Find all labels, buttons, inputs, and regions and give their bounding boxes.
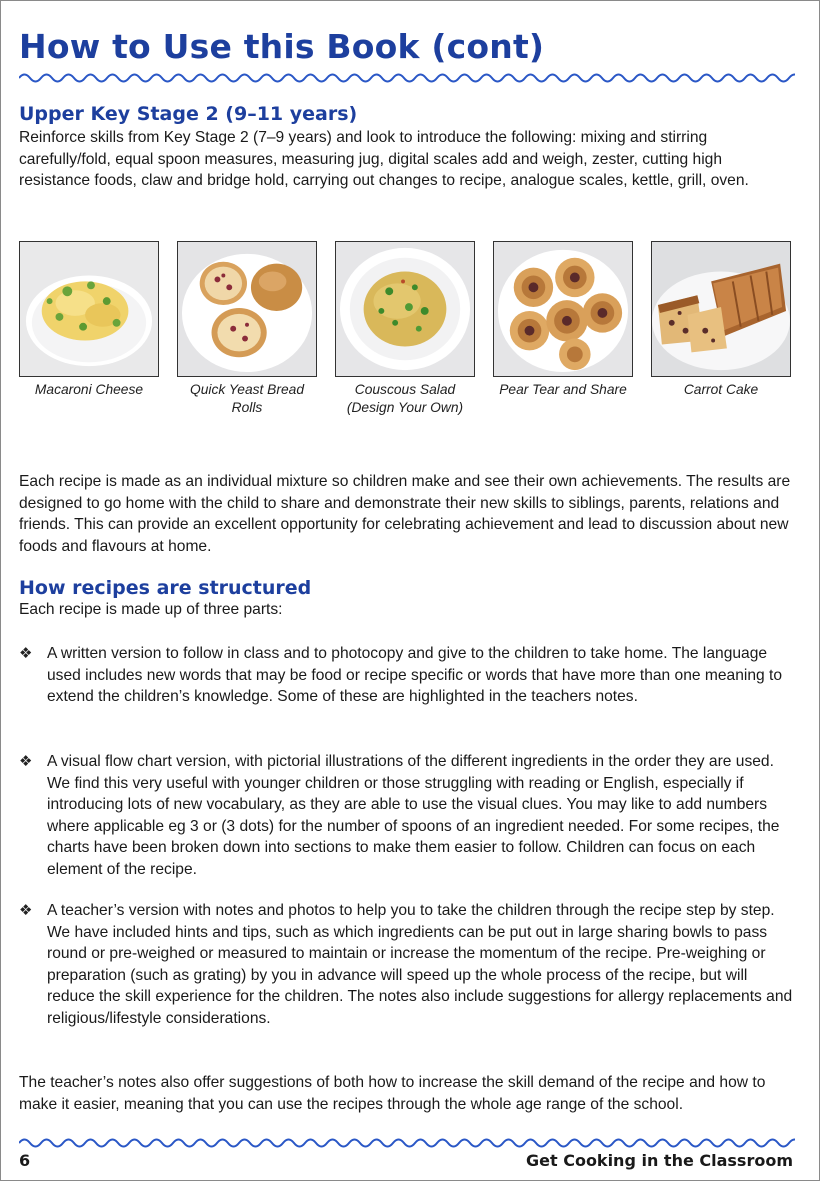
recipe-photo-card	[177, 241, 317, 417]
photo-caption: Macaroni Cheese	[34, 382, 144, 397]
wavy-divider-top	[19, 72, 795, 84]
upper-ks2-body: Reinforce skills from Key Stage 2 (7–9 years) and look to introduce the following: mixing and stirring carefully/fold, equal spoon measures, measuring jug, digital scales add and weigh, zester, cutting high resistance foods, claw and bridge hold, carrying out changes to recipe, analogue scales, kettle, grill, oven.	[19, 129, 749, 189]
carrot-cake-photo	[651, 241, 791, 377]
bullet-visual-flow-chart: A visual flow chart version, with pictorial illustrations of the different ingredients in the order they are used. We find this very useful with younger children or those struggling with reading or English, especially if introducing lots of new vocabulary, as they are able to use the visual clues. You may like to add numbers where applicable eg 3 or (3 dots) for the number of spoons of an ingredient needed. For some recipes, the charts have been broken down into sections to make them easier to follow. Children can focus on each element of the recipe.	[47, 753, 780, 878]
intro-paragraph: Each recipe is made as an individual mixture so children make and see their own achievements. The results are designed to go home with the child to share and demonstrate their new skills to siblings, parents, relations and friends. This can provide an excellent opportunity for celebrating achievement and lead to discussion about new foods and flavours at home.	[19, 473, 791, 555]
recipe-photo-card	[493, 241, 633, 399]
pear-tear-and-share-photo	[493, 241, 633, 377]
recipe-photo-card	[19, 241, 159, 399]
recipe-photo-card	[651, 241, 791, 399]
list-item	[19, 900, 797, 1029]
photo-caption: Carrot Cake	[683, 382, 759, 397]
bullet-diamond-icon: ❖	[19, 753, 33, 770]
closing-paragraph: The teacher’s notes also offer suggestions of both how to increase the skill demand of the recipe and how to make it easier, meaning that you can use the recipes through the whole age range of the school.	[19, 1074, 766, 1113]
footer-book-title: Get Cooking in the Classroom	[526, 1151, 793, 1170]
structure-lead: Each recipe is made up of three parts:	[19, 601, 283, 618]
recipe-photo-strip	[19, 241, 797, 421]
bullet-teachers-version: A teacher’s version with notes and photos to help you to take the children through the recipe step by step. We have included hints and tips, such as which ingredients can be put out in large sharing bowls to pass round or pre-weighed or measured to maintain or increase the momentum of the recipe. Pre-weighing or preparation (such as grating) by you in advance will speed up the whole process of the recipe, but will reduce the skill experience for the children. The notes also include suggestions for allergy replacements and religious/lifestyle considerations.	[47, 902, 793, 1027]
list-item	[19, 751, 797, 880]
macaroni-cheese-photo	[19, 241, 159, 377]
page-title: How to Use this Book (cont)	[19, 27, 545, 66]
photo-caption: Pear Tear and Share	[499, 382, 627, 397]
recipe-photo-card	[335, 241, 475, 417]
heading-how-recipes-are-structured: How recipes are structured	[19, 577, 312, 599]
page-number: 6	[19, 1151, 31, 1170]
photo-caption: Couscous Salad (Design Your Own)	[346, 382, 464, 415]
couscous-salad-photo	[335, 241, 475, 377]
bullet-diamond-icon: ❖	[19, 645, 33, 662]
bullet-written-version: A written version to follow in class and to photocopy and give to the children to take home. The language used includes new words that may be food or recipe specific or words that have more than one meaning to extend the children’s knowledge. Some of these are highlighted in the teachers notes.	[47, 645, 783, 705]
bullet-diamond-icon: ❖	[19, 902, 33, 919]
heading-upper-key-stage-2: Upper Key Stage 2 (9–11 years)	[19, 103, 358, 125]
wavy-divider-bottom	[19, 1137, 795, 1149]
list-item	[19, 643, 797, 708]
bread-rolls-photo	[177, 241, 317, 377]
photo-caption: Quick Yeast Bread Rolls	[189, 382, 305, 415]
